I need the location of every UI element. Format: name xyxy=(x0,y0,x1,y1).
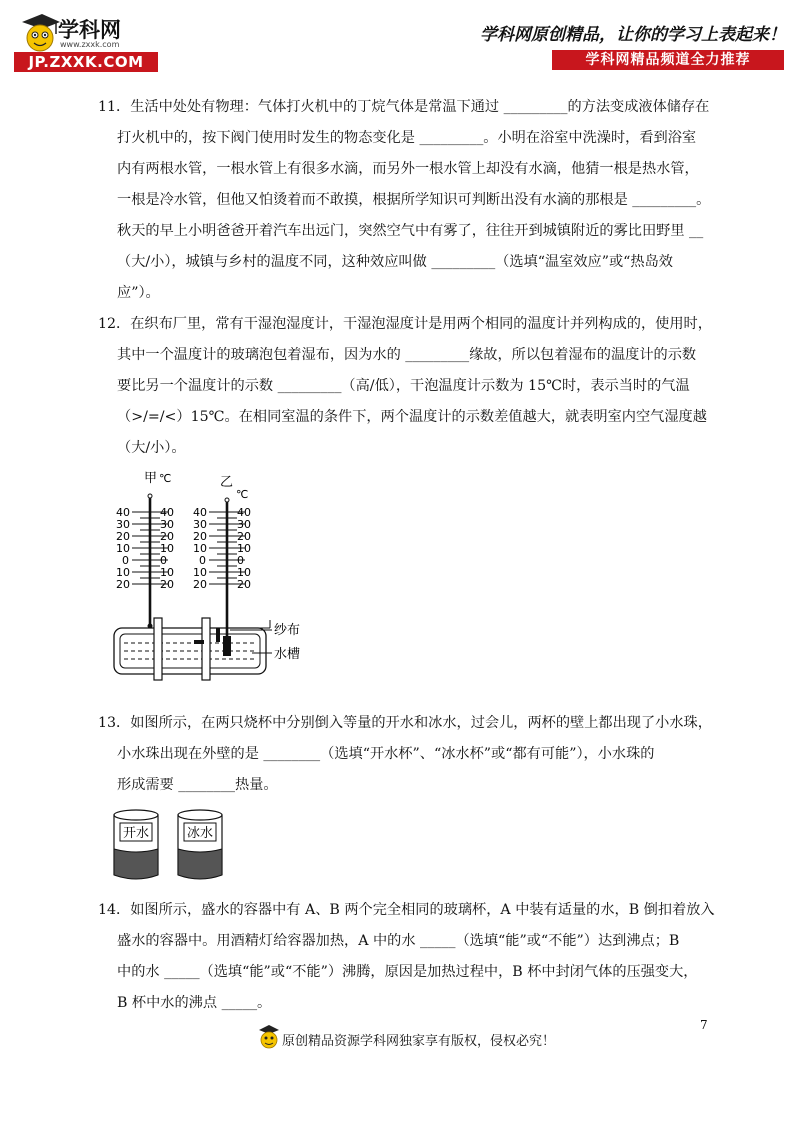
scale-label: 0 xyxy=(199,554,206,567)
question-13 xyxy=(98,708,720,889)
hygrometer-figure xyxy=(112,470,720,704)
scale-label: 20 xyxy=(193,530,207,543)
scale-label: 30 xyxy=(160,518,174,531)
scale-label: 20 xyxy=(116,578,130,591)
question-line: 14．如图所示，盛水的容器中有 A、B 两个完全相同的玻璃杯，A 中装有适量的水，B 倒扣着放入 xyxy=(98,902,715,918)
beaker-hot-label: 开水 xyxy=(123,826,150,841)
scale-label: 0 xyxy=(160,554,167,567)
question-11 xyxy=(98,92,720,309)
question-line: 秋天的早上小明爸爸开着汽车出远门，突然空气中有雾了，往往开到城镇附近的雾比田野里 __ xyxy=(117,223,704,239)
question-line: 其中一个温度计的玻璃泡包着湿布，因为水的 _________缘故，所以包着湿布的温度计的示数 xyxy=(117,347,697,363)
scale-label: 20 xyxy=(237,578,251,591)
gauze-label: 纱布 xyxy=(274,623,301,638)
question-line: 盛水的容器中。用酒精灯给容器加热，A 中的水 _____（选填“能”或“不能”）达到沸点；B xyxy=(117,933,680,949)
scale-label: 0 xyxy=(237,554,244,567)
logo-url: www.zxxk.com xyxy=(60,40,120,49)
scale-label: 10 xyxy=(237,542,251,555)
water-tank xyxy=(114,618,270,680)
question-line: 小水珠出现在外壁的是 ________（选填“开水杯”、“冰水杯”或“都有可能”），小水珠的 xyxy=(117,746,655,762)
question-line: 应”）。 xyxy=(117,285,160,301)
scale-label: 10 xyxy=(160,566,174,579)
footer-copyright: 原创精品资源学科网独家享有版权，侵权必究！ xyxy=(282,1034,556,1049)
page-number: 7 xyxy=(700,1018,708,1032)
scale-label: 30 xyxy=(237,518,251,531)
question-line: B 杯中水的沸点 _____。 xyxy=(117,995,272,1011)
question-list xyxy=(98,92,720,1019)
scale-label: 10 xyxy=(237,566,251,579)
scale-label: 40 xyxy=(193,506,207,519)
scale-label: 20 xyxy=(160,530,174,543)
tank-label: 水槽 xyxy=(274,647,301,662)
question-line: 内有两根水管，一根水管上有很多水滴，而另外一根水管上却没有水滴，他猜一根是热水管， xyxy=(117,161,699,177)
question-line: 11．生活中处处有物理：气体打火机中的丁烷气体是常温下通过 _________的方法变成液体储存在 xyxy=(98,99,710,115)
beaker-cold-label: 冰水 xyxy=(187,826,214,841)
scale-label: 10 xyxy=(160,542,174,555)
scale-label: 30 xyxy=(193,518,207,531)
question-line: 形成需要 ________热量。 xyxy=(117,777,278,793)
scale-label: 40 xyxy=(237,506,251,519)
scale-label: 20 xyxy=(116,530,130,543)
question-line: 12．在织布厂里，常有干湿泡湿度计，干湿泡湿度计是用两个相同的温度计并列构成的，使用时， xyxy=(98,316,712,332)
scale-label: 20 xyxy=(193,578,207,591)
scale-label: 10 xyxy=(193,542,207,555)
question-line: （>/=/<）15℃。在相同室温的条件下，两个温度计的示数差值越大，就表明室内空气湿度越 xyxy=(117,409,707,425)
unit-label-right: ℃ xyxy=(236,488,249,501)
scale-label: 0 xyxy=(122,554,129,567)
scale-label: 10 xyxy=(116,566,130,579)
scale-label: 10 xyxy=(116,542,130,555)
question-14 xyxy=(98,895,720,1019)
channel-banner[interactable]: 学科网精品频道全力推荐 xyxy=(552,50,784,70)
scale-label: 40 xyxy=(116,506,130,519)
header-slogan: 学科网原创精品，让你的学习上表起来！ xyxy=(480,25,786,45)
thermometer-left-label: 甲 xyxy=(144,471,158,486)
question-line: （大/小）。 xyxy=(117,440,186,456)
question-line: 中的水 _____（选填“能”或“不能”）沸腾，原因是加热过程中，B 杯中封闭气体的压强变大， xyxy=(117,964,698,980)
question-line: 13．如图所示，在两只烧杯中分别倒入等量的开水和冰水，过会儿，两杯的壁上都出现了小水珠， xyxy=(98,715,712,731)
footer-mascot-icon xyxy=(256,1024,280,1054)
scale-label: 30 xyxy=(116,518,130,531)
question-12 xyxy=(98,309,720,704)
logo-name: 学科网 xyxy=(58,18,121,42)
scale-label: 10 xyxy=(193,566,207,579)
logo-band[interactable]: JP.ZXXK.COM xyxy=(14,52,158,72)
beaker-cold xyxy=(178,810,222,879)
mascot-icon xyxy=(12,12,62,56)
scale-label: 20 xyxy=(160,578,174,591)
beakers-figure xyxy=(108,805,720,889)
question-line: （大/小），城镇与乡村的温度不同，这种效应叫做 _________（选填“温室效应”或“热岛效 xyxy=(117,254,673,270)
question-line: 打火机中的，按下阀门使用时发生的物态变化是 _________。小明在浴室中洗澡时，看到浴室 xyxy=(117,130,697,146)
scale-label: 20 xyxy=(237,530,251,543)
question-line: 一根是冷水管，但他又怕烫着而不敢摸，根据所学知识可判断出没有水滴的那根是 _________。 xyxy=(117,192,711,208)
question-line: 要比另一个温度计的示数 _________（高/低），干泡温度计示数为 15℃时，表示当时的气温 xyxy=(117,378,690,394)
scale-label: 40 xyxy=(160,506,174,519)
beaker-hot xyxy=(114,810,158,879)
thermometer-right-label: 乙 xyxy=(220,475,234,490)
unit-label-left: ℃ xyxy=(159,472,172,485)
